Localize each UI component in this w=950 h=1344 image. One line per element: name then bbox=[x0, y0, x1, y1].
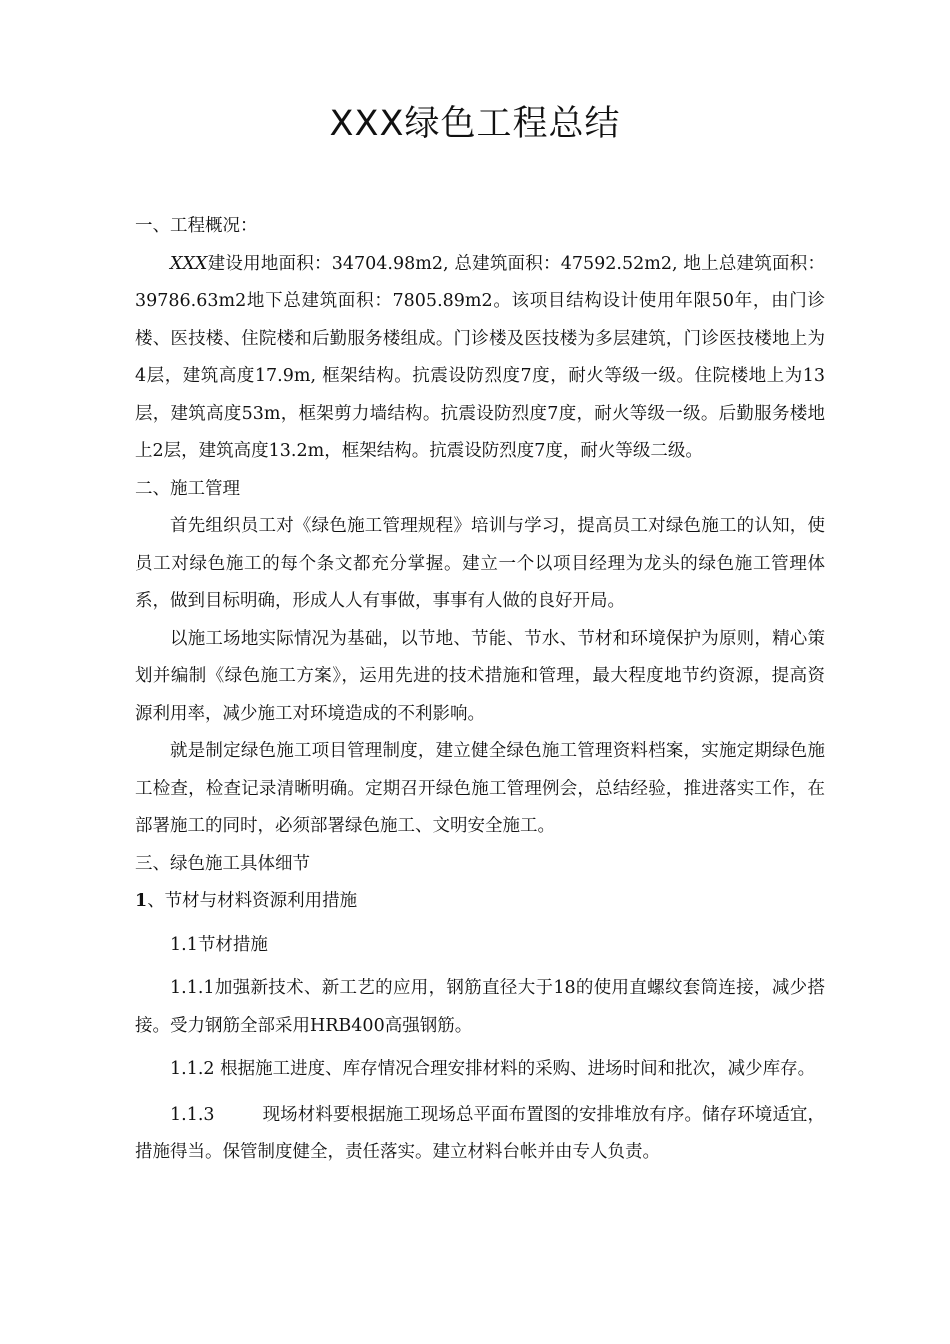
paragraph-management-1: 首先组织员工对《绿色施工管理规程》培训与学习，提高员工对绿色施工的认知，使员工对绿色施工的每个条文都充分掌握。建立一个以项目经理为龙头的绿色施工管理体系，做到目标明确，形成人人有事做，事事有人做的良好开局。 bbox=[135, 516, 825, 611]
document-body bbox=[135, 208, 825, 1172]
item-1-1-3 bbox=[135, 1097, 825, 1172]
subsection-heading-measures: 1.1节材措施 bbox=[170, 934, 268, 955]
section-heading-overview: 一、工程概况： bbox=[135, 216, 258, 236]
paragraph-overview bbox=[135, 246, 825, 471]
project-name-placeholder: XXX bbox=[170, 253, 208, 274]
subsection-heading-materials bbox=[135, 883, 825, 921]
subsection-heading-text: 、节材与材料资源利用措施 bbox=[147, 891, 358, 911]
paragraph-overview-text: 建设用地面积：34704.98m2, 总建筑面积：47592.52m2, 地上总建筑面积：39786.63m2地下总建筑面积：7805.89m2。该项目结构设计使用年限50年，由门诊楼、医技楼、住院楼和后勤服务楼组成。门诊楼及医技楼为多层建筑，门诊医技楼地上为4层，建筑高度17.9m, 框架结构。抗震设防烈度7度，耐火等级一级。住院楼地上为13层，建筑高度53m，框架剪力墙结构。抗震设防烈度7度，耐火等级一级。后勤服务楼地上2层，建筑高度13.2m，框架结构。抗震设防烈度7度，耐火等级二级。 bbox=[135, 253, 825, 461]
paragraph-management-2: 以施工场地实际情况为基础，以节地、节能、节水、节材和环境保护为原则，精心策划并编制《绿色施工方案》，运用先进的技术措施和管理，最大程度地节约资源，提高资源利用率，减少施工对环境造成的不利影响。 bbox=[135, 628, 825, 724]
section-heading-management: 二、施工管理 bbox=[135, 478, 240, 499]
item-1-1-3-text: 现场材料要根据施工现场总平面布置图的安排堆放有序。储存环境适宜，措施得当。保管制度健全，责任落实。建立材料台帐并由专人负责。 bbox=[135, 1104, 825, 1162]
document-title: XXX绿色工程总结 bbox=[329, 104, 621, 144]
item-1-1-1: 1.1.1加强新技术、新工艺的应用，钢筋直径大于18的使用直螺纹套筒连接，减少搭接。受力钢筋全部采用HRB400高强钢筋。 bbox=[135, 978, 825, 1036]
subsection-number: 1 bbox=[135, 891, 148, 911]
item-1-1-2: 1.1.2 根据施工进度、库存情况合理安排材料的采购、进场时间和批次，减少库存。 bbox=[170, 1059, 816, 1079]
paragraph-management-3: 就是制定绿色施工项目管理制度，建立健全绿色施工管理资料档案，实施定期绿色施工检查，检查记录清晰明确。定期召开绿色施工管理例会，总结经验，推进落实工作，在部署施工的同时，必须部署绿色施工、文明安全施工。 bbox=[135, 741, 825, 836]
section-heading-details: 三、绿色施工具体细节 bbox=[135, 853, 310, 874]
item-1-1-3-number: 1.1.3 bbox=[170, 1104, 215, 1125]
